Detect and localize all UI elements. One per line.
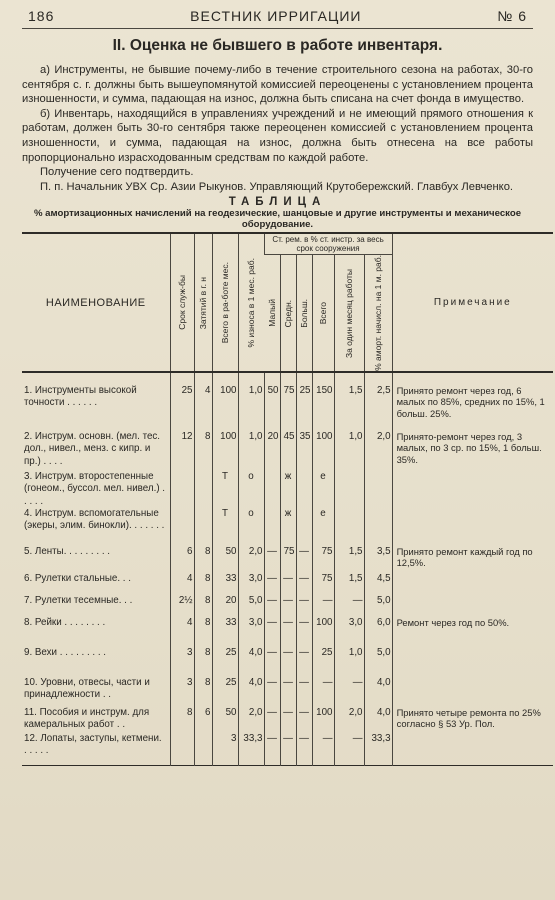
cell-amort: 5,0: [364, 595, 392, 617]
table-spacer-row: [22, 372, 553, 385]
cell-note: [392, 573, 553, 595]
cell-name: 6. Рулетки стальные. . .: [24, 573, 131, 585]
cell-winter: 4: [194, 385, 212, 431]
cell-wear: 3,0: [238, 573, 264, 595]
cell-small: —: [264, 707, 280, 733]
cell-name: 11. Пособия и инструм. для камеральных работ . .: [24, 707, 150, 731]
cell-large: —: [296, 647, 312, 677]
cell-small: —: [264, 617, 280, 647]
cell-term: [170, 471, 194, 508]
cell-large: —: [296, 677, 312, 707]
cell-total: 20: [212, 595, 238, 617]
page-number: 186: [28, 8, 55, 24]
header-wear: % износа в 1 мес. раб.: [238, 233, 264, 372]
signature-text: П. п. Начальник УВХ Ср. Азии Рыкунов. Управляющий Крутобережский. Главбух Левченко.: [40, 180, 514, 193]
cell-winter: 8: [194, 546, 212, 573]
cell-small: —: [264, 647, 280, 677]
cell-term: 12: [170, 431, 194, 471]
cell-amort: 6,0: [364, 617, 392, 647]
cell-total: 50: [212, 707, 238, 733]
cell-name: 8. Рейки . . . . . . . .: [24, 617, 106, 629]
cell-note: [392, 647, 553, 677]
paragraph-b: б) Инвентарь, находящийся в управлениях учреждений и не имеющий прямого отношения к работам, должен быть 30-го сентября также переоценен комиссией с установлением процента изношенности, и сумма, падающая на износ, должна быть отнесена на все работы пропорционально израсходованным средствам по каждой работе.: [22, 107, 533, 164]
cell-winter: 8: [194, 595, 212, 617]
table-row: [22, 733, 553, 765]
cell-per-month: —: [334, 677, 364, 707]
cell-small: —: [264, 573, 280, 595]
cell-small: 50: [264, 385, 280, 431]
cell-sum: —: [312, 677, 334, 707]
header-group: Ст. рем. в % ст. инстр. за весь срок сооружения: [264, 233, 392, 255]
cell-sum: 100: [312, 707, 334, 733]
cell-large: —: [296, 595, 312, 617]
table-row: [22, 508, 553, 546]
cell-per-month: 1,0: [334, 647, 364, 677]
cell-medium: —: [280, 733, 296, 765]
cell-sum: 25: [312, 647, 334, 677]
cell-winter: 8: [194, 617, 212, 647]
cell-wear: 2,0: [238, 546, 264, 573]
cell-total: Т: [212, 508, 238, 546]
cell-amort: 5,0: [364, 647, 392, 677]
cell-winter: 8: [194, 431, 212, 471]
cell-medium: ж: [280, 471, 296, 508]
cell-term: [170, 733, 194, 765]
cell-small: —: [264, 677, 280, 707]
cell-sum: е: [312, 508, 334, 546]
cell-medium: —: [280, 677, 296, 707]
cell-name: 9. Вехи . . . . . . . . .: [24, 647, 107, 659]
cell-large: —: [296, 546, 312, 573]
section-title: II. Оценка не бывшего в работе инвентаря.: [112, 37, 443, 54]
cell-wear: 1,0: [238, 431, 264, 471]
cell-sum: 75: [312, 573, 334, 595]
cell-wear: 5,0: [238, 595, 264, 617]
cell-per-month: 3,0: [334, 617, 364, 647]
cell-name: 12. Лопаты, заступы, кетмени. . . . . .: [24, 733, 162, 757]
cell-total: 25: [212, 647, 238, 677]
cell-sum: —: [312, 595, 334, 617]
cell-sum: 100: [312, 431, 334, 471]
cell-wear: 3,0: [238, 617, 264, 647]
cell-total: 33: [212, 617, 238, 647]
table-row: [22, 677, 553, 707]
cell-medium: 45: [280, 431, 296, 471]
cell-amort: 3,5: [364, 546, 392, 573]
cell-note: Принято ремонт каждый год по 12,5%.: [392, 546, 553, 573]
table-row: [22, 617, 553, 647]
cell-large: —: [296, 573, 312, 595]
cell-wear: 4,0: [238, 677, 264, 707]
cell-amort: 2,5: [364, 385, 392, 431]
cell-per-month: —: [334, 733, 364, 765]
cell-large: 35: [296, 431, 312, 471]
cell-per-month: 2,0: [334, 707, 364, 733]
table-row: [22, 471, 553, 508]
cell-term: 4: [170, 617, 194, 647]
cell-winter: 6: [194, 707, 212, 733]
cell-term: 3: [170, 677, 194, 707]
cell-term: [170, 508, 194, 546]
cell-medium: ж: [280, 508, 296, 546]
cell-medium: —: [280, 573, 296, 595]
amortization-table: [22, 232, 553, 765]
page-header: [22, 8, 533, 24]
table-title: ТАБЛИЦА: [228, 196, 327, 209]
cell-medium: 75: [280, 385, 296, 431]
paragraph-a: а) Инструменты, не бывшие почему-либо в течение строительного сезона на работах, 30-го сентября с. г. должны быть вышеупомянутой комиссией переоценены с установлением процента изношенности, и сумма, падающая на износ, должна быть списана на счет фонда в имущество.: [22, 64, 533, 106]
cell-amort: 2,0: [364, 431, 392, 471]
header-sum: Всего: [312, 255, 334, 372]
cell-large: —: [296, 617, 312, 647]
cell-name: 5. Ленты. . . . . . . . .: [24, 546, 110, 558]
cell-medium: 75: [280, 546, 296, 573]
table-row: [22, 385, 553, 431]
cell-large: [296, 471, 312, 508]
cell-total: 3: [212, 733, 238, 765]
cell-wear: 1,0: [238, 385, 264, 431]
cell-amort: 4,0: [364, 707, 392, 733]
cell-amort: 4,0: [364, 677, 392, 707]
header-notes: Примечание: [392, 233, 553, 372]
cell-term: 3: [170, 647, 194, 677]
cell-medium: —: [280, 707, 296, 733]
cell-small: [264, 471, 280, 508]
table-row: [22, 546, 553, 573]
table-row: [22, 707, 553, 733]
cell-sum: 150: [312, 385, 334, 431]
header-medium: Средн.: [280, 255, 296, 372]
table-row: [22, 595, 553, 617]
cell-term: 2½: [170, 595, 194, 617]
cell-per-month: [334, 508, 364, 546]
cell-name: 2. Инструм. основн. (мел. тес. дол., нивел., менз. с кипр. и пр.) . . . .: [24, 431, 161, 467]
cell-note: [392, 733, 553, 765]
cell-medium: —: [280, 647, 296, 677]
cell-per-month: —: [334, 595, 364, 617]
table-row: [22, 573, 553, 595]
cell-large: [296, 508, 312, 546]
cell-name: 3. Инструм. второстепенные (гонеом., буссол. мел. нивел.) . . . . .: [24, 471, 166, 507]
cell-winter: 8: [194, 647, 212, 677]
cell-winter: [194, 471, 212, 508]
cell-note: Принято-ремонт через год, 3 малых, по 3 ср. по 15%, 1 больш. 35%.: [392, 431, 553, 471]
cell-amort: 33,3: [364, 733, 392, 765]
cell-term: 25: [170, 385, 194, 431]
header-name: НАИМЕНОВАНИЕ: [22, 233, 170, 372]
cell-amort: [364, 471, 392, 508]
journal-title: ВЕСТНИК ИРРИГАЦИИ: [190, 8, 362, 24]
cell-winter: [194, 733, 212, 765]
cell-small: —: [264, 733, 280, 765]
cell-name: 1. Инструменты высокой точности . . . . . .: [24, 385, 137, 409]
cell-large: 25: [296, 385, 312, 431]
cell-sum: 100: [312, 617, 334, 647]
cell-medium: —: [280, 595, 296, 617]
cell-total: 100: [212, 431, 238, 471]
header-term: Срок служ-бы: [170, 233, 194, 372]
cell-note: [392, 677, 553, 707]
cell-per-month: [334, 471, 364, 508]
header-winter: Затятий в г. н: [194, 233, 212, 372]
table-row: [22, 647, 553, 677]
cell-wear: 4,0: [238, 647, 264, 677]
header-large: Больш.: [296, 255, 312, 372]
cell-amort: [364, 508, 392, 546]
cell-wear: о: [238, 471, 264, 508]
cell-sum: —: [312, 733, 334, 765]
cell-winter: [194, 508, 212, 546]
cell-total: 25: [212, 677, 238, 707]
issue-number: № 6: [497, 8, 527, 24]
cell-total: 100: [212, 385, 238, 431]
header-per-month: За один месяц работы: [334, 255, 364, 372]
cell-name: 4. Инструм. вспомогательные (экеры, элим. бинокли). . . . . . .: [24, 508, 165, 532]
cell-term: 4: [170, 573, 194, 595]
cell-term: 6: [170, 546, 194, 573]
cell-note: [392, 595, 553, 617]
cell-note: Ремонт через год по 50%.: [392, 617, 553, 647]
cell-large: —: [296, 733, 312, 765]
header-amort: % аморт. начисл. на 1 м. раб.: [364, 255, 392, 372]
cell-amort: 4,5: [364, 573, 392, 595]
cell-total: 33: [212, 573, 238, 595]
cell-sum: е: [312, 471, 334, 508]
header-rule: [22, 28, 533, 29]
cell-total: Т: [212, 471, 238, 508]
cell-large: —: [296, 707, 312, 733]
cell-winter: 8: [194, 573, 212, 595]
cell-small: 20: [264, 431, 280, 471]
header-total: Всего в ра-боте мес.: [212, 233, 238, 372]
cell-per-month: 1,5: [334, 385, 364, 431]
cell-wear: 33,3: [238, 733, 264, 765]
cell-per-month: 1,0: [334, 431, 364, 471]
cell-wear: о: [238, 508, 264, 546]
cell-wear: 2,0: [238, 707, 264, 733]
confirm-text: Получение сего подтвердить.: [40, 166, 194, 179]
table-subtitle: % амортизационных начислений на геодезические, шанцовые и другие инструменты и механическое оборудование.: [33, 208, 522, 231]
cell-note: Принято ремонт через год, 6 малых по 85%, средних по 15%, 1 больш. 25%.: [392, 385, 553, 431]
cell-medium: —: [280, 617, 296, 647]
cell-term: 8: [170, 707, 194, 733]
cell-per-month: 1,5: [334, 546, 364, 573]
cell-per-month: 1,5: [334, 573, 364, 595]
cell-winter: 8: [194, 677, 212, 707]
cell-note: Принято четыре ремонта по 25% согласно § 53 Ур. Пол.: [392, 707, 553, 733]
table-row: [22, 431, 553, 471]
cell-note: [392, 508, 553, 546]
cell-name: 10. Уровни, отвесы, части и принадлежности . .: [24, 677, 150, 701]
header-small: Малый: [264, 255, 280, 372]
cell-sum: 75: [312, 546, 334, 573]
table-body: [22, 372, 553, 765]
cell-small: [264, 508, 280, 546]
cell-small: —: [264, 595, 280, 617]
cell-total: 50: [212, 546, 238, 573]
cell-note: [392, 471, 553, 508]
cell-small: —: [264, 546, 280, 573]
cell-name: 7. Рулетки тесемные. . .: [24, 595, 133, 607]
